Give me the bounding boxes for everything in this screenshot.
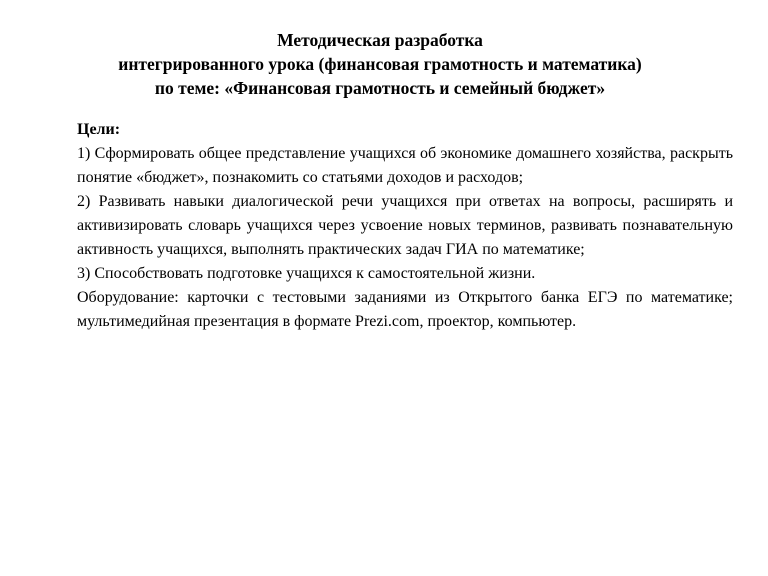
- goals-heading: Цели:: [77, 121, 121, 138]
- document-body: [77, 118, 733, 334]
- title-line-2: интегрированного урока (финансовая грамотность и математика): [118, 54, 642, 74]
- equipment-paragraph: Оборудование: карточки с тестовыми заданиями из Открытого банка ЕГЭ по математике; мультимедийная презентация в формате Prezi.com, проектор, компьютер.: [77, 289, 733, 330]
- title-line-1: Методическая разработка: [277, 30, 483, 50]
- goal-paragraph-3: 3) Способствовать подготовке учащихся к самостоятельной жизни.: [77, 265, 536, 282]
- document-title: [0, 28, 760, 100]
- title-line-3: по теме: «Финансовая грамотность и семейный бюджет»: [154, 78, 606, 98]
- goal-paragraph-1: 1) Сформировать общее представление учащихся об экономике домашнего хозяйства, раскрыть понятие «бюджет», познакомить со статьями доходов и расходов;: [77, 145, 733, 186]
- goal-paragraph-2: 2) Развивать навыки диалогической речи учащихся при ответах на вопросы, расширять и активизировать словарь учащихся через усвоение новых терминов, развивать познавательную активность учащихся, выполнять практических задач ГИА по математике;: [77, 193, 733, 258]
